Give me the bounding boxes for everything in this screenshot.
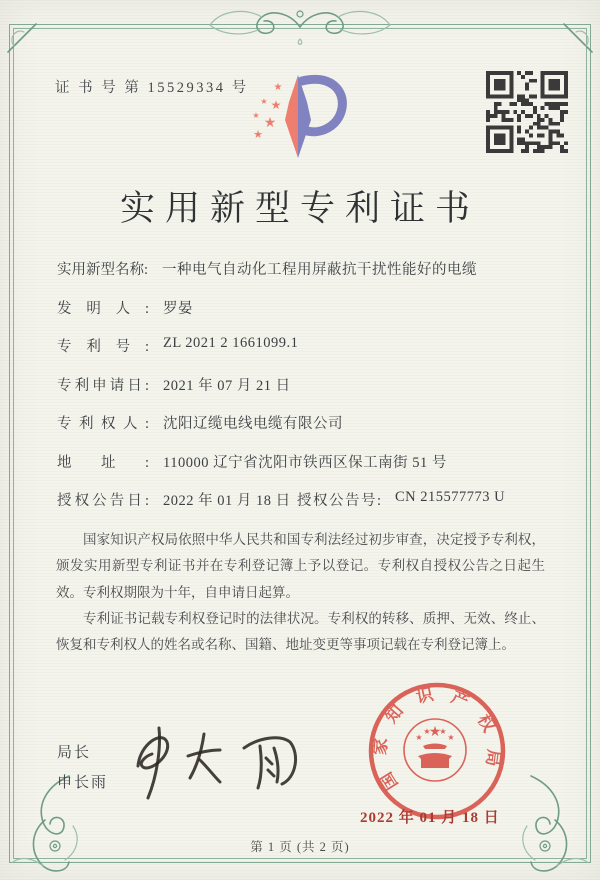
svg-text:★: ★ xyxy=(415,733,423,742)
cnipa-logo-icon xyxy=(248,74,348,160)
field-label: 专利申请日: xyxy=(57,377,149,394)
svg-text:★: ★ xyxy=(273,82,283,93)
seal-date: 2022 年 01 月 18 日 xyxy=(360,810,500,826)
svg-text:★: ★ xyxy=(253,128,263,141)
svg-text:★: ★ xyxy=(260,97,268,106)
svg-text:知: 知 xyxy=(381,701,408,727)
field-label: 发明人: xyxy=(57,300,149,317)
field-label: 实用新型名称: xyxy=(57,262,149,278)
field-label: 授权公告号: xyxy=(297,493,381,509)
field-label: 专利号: xyxy=(57,339,149,355)
signer-name: 申长雨 xyxy=(57,775,109,791)
field-row-filing-date xyxy=(57,374,549,396)
legal-paragraph-2: 专利证书记载专利权登记时的法律状况。专利权的转移、质押、无效、终止、恢复和专利权人的姓名或名称、国籍、地址变更等事项记载在专利登记簿上。 xyxy=(56,610,545,653)
national-emblem-icon xyxy=(404,719,466,781)
svg-text:★: ★ xyxy=(439,727,447,736)
field-value: CN 215577773 U xyxy=(395,489,506,505)
field-grant-number xyxy=(297,489,505,510)
svg-text:家: 家 xyxy=(370,737,391,756)
director-signature-script xyxy=(112,720,322,810)
field-value: 一种电气自动化工程用屏蔽抗干扰性能好的电缆 xyxy=(162,262,478,278)
svg-text:产: 产 xyxy=(448,687,472,712)
field-row-patentee xyxy=(57,412,549,434)
legal-text xyxy=(56,527,545,659)
svg-text:★: ★ xyxy=(428,724,442,740)
field-row-grant xyxy=(57,489,549,511)
svg-text:★: ★ xyxy=(270,98,282,112)
official-seal xyxy=(362,676,512,826)
field-value: 2022 年 01 月 18 日 xyxy=(163,493,291,509)
field-value: 沈阳辽缆电线电缆有限公司 xyxy=(163,416,343,432)
svg-text:国: 国 xyxy=(376,768,402,794)
field-label: 授权公告日: xyxy=(57,493,149,509)
svg-text:★: ★ xyxy=(252,111,260,120)
page-number: 第 1 页 (共 2 页) xyxy=(250,840,350,854)
field-label: 地址: xyxy=(57,454,149,471)
field-list xyxy=(57,258,549,528)
legal-paragraph-1: 国家知识产权局依照中华人民共和国专利法经过初步审查，决定授予专利权，颁发实用新型专利证书并在专利登记簿上予以登记。专利权自授权公告之日起生效。专利权期限为十年，自申请日起算。 xyxy=(56,532,545,600)
svg-text:★: ★ xyxy=(423,727,431,736)
field-row-inventor xyxy=(57,297,549,319)
field-row-patent-number xyxy=(57,335,549,357)
signer-title: 局长 xyxy=(57,745,92,761)
field-row-name xyxy=(57,258,549,280)
svg-text:权: 权 xyxy=(473,711,499,736)
svg-text:局: 局 xyxy=(482,748,504,768)
svg-text:识: 识 xyxy=(414,684,436,707)
svg-text:★: ★ xyxy=(263,115,277,131)
certificate-number: 证 书 号 第 15529334 号 xyxy=(55,80,249,96)
field-row-address xyxy=(57,451,549,473)
field-value: 110000 辽宁省沈阳市铁西区保工南街 51 号 xyxy=(163,454,447,471)
svg-text:★: ★ xyxy=(447,733,455,742)
certificate-title: 实用新型专利证书 xyxy=(119,189,480,228)
field-value: ZL 2021 2 1661099.1 xyxy=(163,335,299,351)
qr-code xyxy=(486,71,568,158)
field-label: 专利权人: xyxy=(57,416,149,432)
field-value: 2021 年 07 月 21 日 xyxy=(163,377,291,394)
field-value: 罗晏 xyxy=(163,300,193,317)
